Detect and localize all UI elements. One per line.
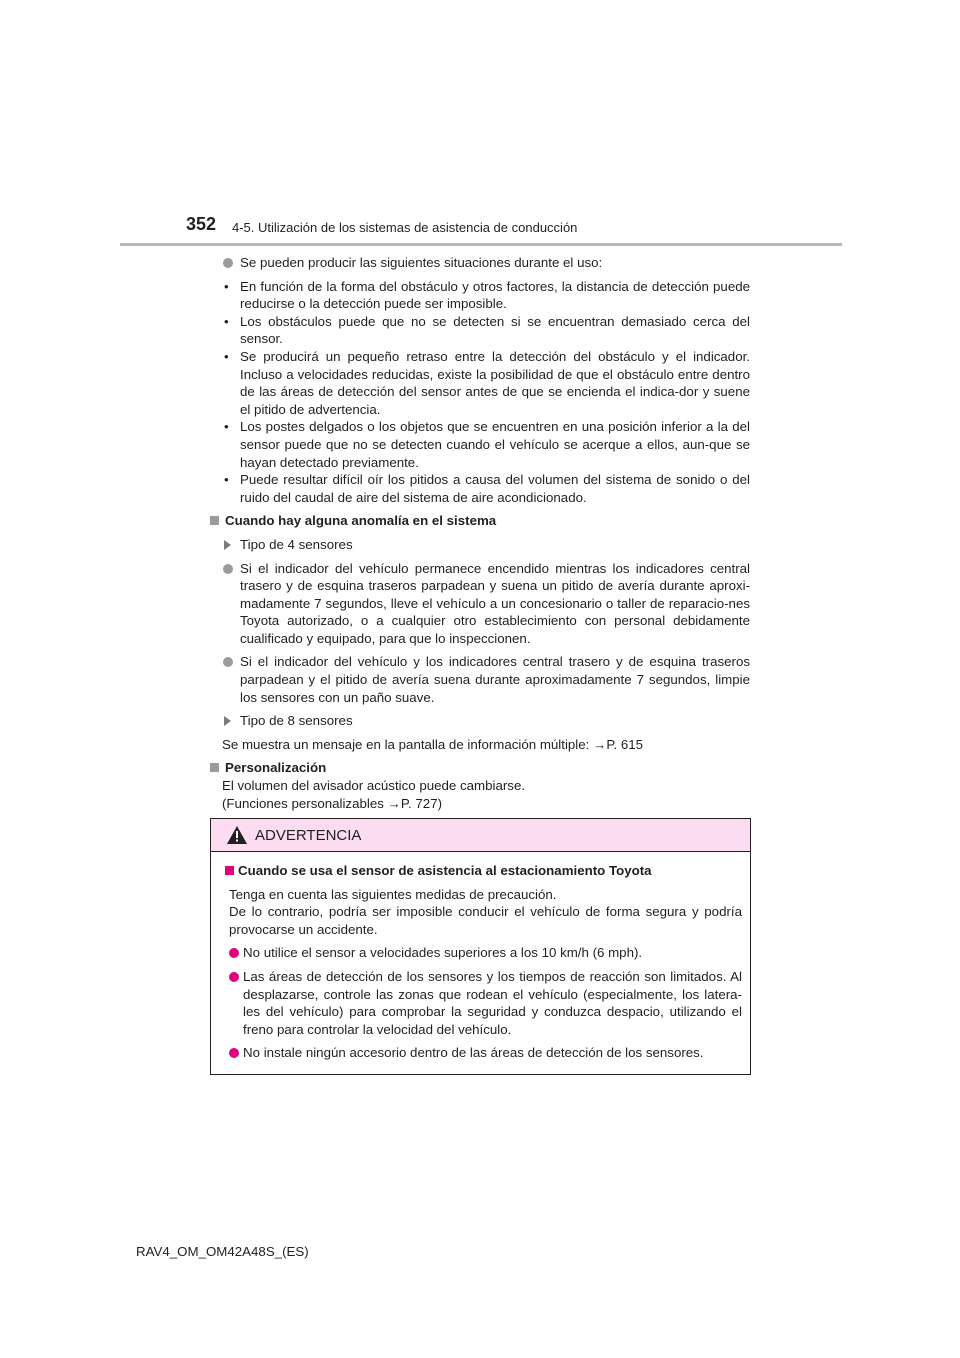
list-item: • En función de la forma del obstáculo y otros factores, la distancia de detección puede reducirse o la detección puede ser imposible. xyxy=(224,278,750,312)
list-item: • Los postes delgados o los objetos que se encuentren en una posición inferior a la del sensor puede que no se detecten cuando el vehículo se acerque a ellos, aun-que se hayan detectado previamente. xyxy=(224,419,750,470)
circle-bullet-icon xyxy=(229,948,239,958)
circle-bullet-icon xyxy=(229,972,239,982)
warning-intro: Tenga en cuenta las siguientes medidas de precaución. De lo contrario, podría ser imposible conducir el vehículo de forma segura y podría provocarse un accidente. xyxy=(229,886,742,937)
list-item: • Puede resultar difícil oír los pitidos a causa del volumen del sistema de sonido o del ruido del caudal de aire del sistema de aire acondicionado. xyxy=(224,472,750,505)
triangle-arrow-icon xyxy=(224,540,231,550)
list-item: • Los obstáculos puede que no se detecten si se encuentran demasiado cerca del sensor. xyxy=(224,313,750,347)
customization-text: El volumen del avisador acústico puede cambiarse. (Funciones personalizables →P. 727) xyxy=(222,778,526,811)
anomaly-bullet: Si el indicador del vehículo y los indicadores central trasero y de esquina traseros parpadean y el pitido de avería suena durante aproximadamente 7 segundos, limpie los sensores con un paño suave. xyxy=(222,653,750,706)
square-bullet-icon xyxy=(210,763,219,772)
anomaly-bullet: Si el indicador del vehículo permanece encendido mientras los indicadores central trasero y de esquina traseros parpadean y suena un pitido de avería durante aproxi-madamente 7 segundos, lleve el vehículo a un concesionario o taller de reparacio-nes Toyota autorizado, o a cualquier otro establecimiento con personal debidamente cualificado y equipado, para que lo inspeccionen. xyxy=(222,560,750,648)
warning-title: ADVERTENCIA xyxy=(255,827,362,844)
warning-triangle-icon xyxy=(227,826,247,844)
section-title: 4-5. Utilización de los sistemas de asistencia de conducción xyxy=(232,220,578,235)
page-number: 352 xyxy=(186,214,217,234)
square-bullet-icon xyxy=(225,866,234,875)
document-code: RAV4_OM_OM42A48S_(ES) xyxy=(136,1244,309,1259)
type4-label: Tipo de 4 sensores xyxy=(222,536,750,554)
type8-text: Se muestra un mensaje en la pantalla de información múltiple: →P. 615 xyxy=(222,736,644,752)
intro-bullet xyxy=(222,254,750,272)
circle-bullet-icon xyxy=(223,258,233,268)
anomaly-heading: Cuando hay alguna anomalía en el sistema xyxy=(210,512,750,530)
type8-label: Tipo de 8 sensores xyxy=(222,712,750,730)
intro-bullet-text: Se pueden producir las siguientes situaciones durante el uso: xyxy=(240,255,603,270)
list-item: • Se producirá un pequeño retraso entre la detección del obstáculo y el indicador. Incluso a velocidades reducidas, existe la posibilidad de que el obstáculo entre dentro de las áreas de detección del sensor antes de que se encienda el indica-dor y suene el pitido de advertencia. xyxy=(224,348,750,417)
header-rule xyxy=(120,243,842,246)
warning-body xyxy=(211,852,750,1062)
circle-bullet-icon xyxy=(223,657,233,667)
triangle-arrow-icon xyxy=(224,716,231,726)
square-bullet-icon xyxy=(210,516,219,525)
warning-header xyxy=(211,819,750,852)
circle-bullet-icon xyxy=(223,564,233,574)
warning-heading: Cuando se usa el sensor de asistencia al estacionamiento Toyota xyxy=(225,862,742,880)
customization-heading: Personalización xyxy=(210,759,750,777)
warning-bullet: Las áreas de detección de los sensores y los tiempos de reacción son limitados. Al desplazarse, controle las zonas que rodean el vehículo (especialmente, los latera-les del vehículo) para comprobar la seguridad y conduzca despacio, utilizando el freno para controlar la velocidad del vehículo. xyxy=(225,968,742,1038)
circle-bullet-icon xyxy=(229,1048,239,1058)
intro-sub-list xyxy=(222,278,750,507)
warning-box xyxy=(210,818,751,1075)
main-content xyxy=(222,254,750,812)
warning-bullet: No utilice el sensor a velocidades superiores a los 10 km/h (6 mph). xyxy=(225,944,742,962)
warning-bullet: No instale ningún accesorio dentro de las áreas de detección de los sensores. xyxy=(225,1044,742,1062)
